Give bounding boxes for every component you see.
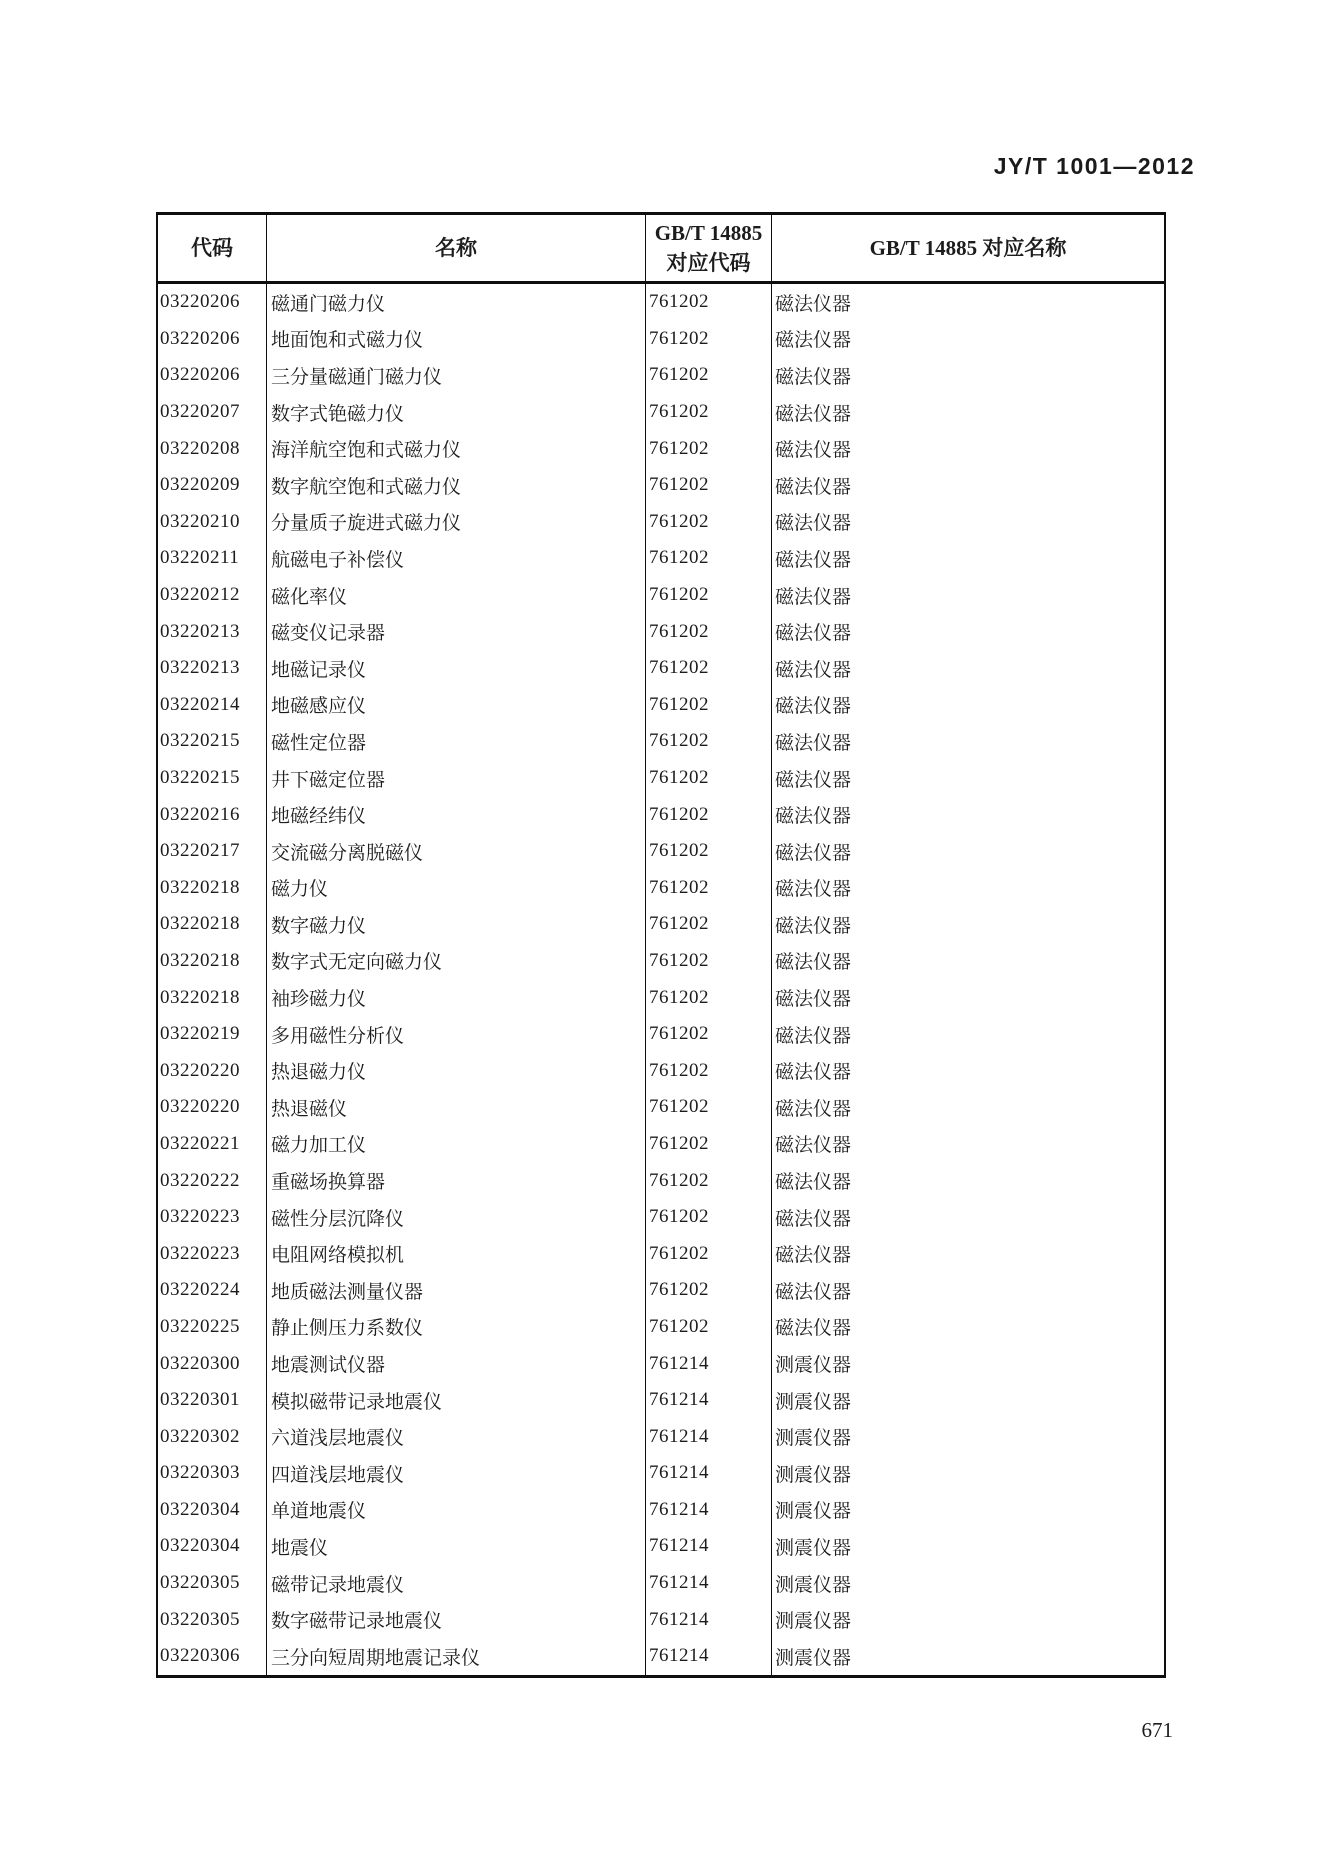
cell-name: 磁变仪记录器 <box>267 613 646 650</box>
table-row <box>158 650 1164 687</box>
table-row <box>158 943 1164 980</box>
cell-gbt-name: 测震仪器 <box>775 1464 852 1486</box>
cell-code: 03220209 <box>158 467 267 504</box>
table-row <box>158 833 1164 870</box>
cell-name: 磁通门磁力仪 <box>267 284 646 321</box>
cell-gbt-code: 761202 <box>646 1126 772 1163</box>
cell-gbt-name: 测震仪器 <box>775 1647 852 1669</box>
table-row <box>158 979 1164 1016</box>
cell-name: 静止侧压力系数仪 <box>267 1309 646 1346</box>
cell-gbt-name: 测震仪器 <box>775 1391 852 1413</box>
cell-gbt-code: 761214 <box>646 1418 772 1455</box>
cell-gbt-name: 磁法仪器 <box>775 403 852 425</box>
table-row <box>158 906 1164 943</box>
cell-gbt-code: 761214 <box>646 1345 772 1382</box>
table-row <box>158 357 1164 394</box>
cell-name: 分量质子旋进式磁力仪 <box>267 504 646 541</box>
table-row <box>158 1199 1164 1236</box>
cell-gbt-code: 761202 <box>646 906 772 943</box>
cell-name: 磁力仪 <box>267 870 646 907</box>
cell-gbt-code: 761202 <box>646 1309 772 1346</box>
cell-name: 数字磁带记录地震仪 <box>267 1601 646 1638</box>
cell-code: 03220225 <box>158 1309 267 1346</box>
cell-gbt-name: 磁法仪器 <box>775 952 852 974</box>
cell-gbt-code: 761202 <box>646 833 772 870</box>
cell-gbt-name: 磁法仪器 <box>775 659 852 681</box>
cell-gbt-code: 761214 <box>646 1601 772 1638</box>
table-row <box>158 687 1164 724</box>
cell-gbt-name: 磁法仪器 <box>775 623 852 645</box>
cell-gbt-code: 761202 <box>646 760 772 797</box>
cell-name: 三分向短周期地震记录仪 <box>267 1638 646 1675</box>
cell-code: 03220218 <box>158 906 267 943</box>
cell-code: 03220207 <box>158 394 267 431</box>
cell-code: 03220218 <box>158 979 267 1016</box>
table-row <box>158 1601 1164 1638</box>
cell-code: 03220206 <box>158 321 267 358</box>
table-row <box>158 870 1164 907</box>
cell-code: 03220304 <box>158 1492 267 1529</box>
cell-name: 地质磁法测量仪器 <box>267 1272 646 1309</box>
table-row <box>158 540 1164 577</box>
cell-name: 磁性分层沉降仪 <box>267 1199 646 1236</box>
cell-name: 海洋航空饱和式磁力仪 <box>267 430 646 467</box>
cell-code: 03220224 <box>158 1272 267 1309</box>
cell-code: 03220212 <box>158 577 267 614</box>
cell-gbt-code: 761202 <box>646 613 772 650</box>
cell-gbt-code: 761202 <box>646 943 772 980</box>
cell-name: 电阻网络模拟机 <box>267 1235 646 1272</box>
cell-name: 多用磁性分析仪 <box>267 1016 646 1053</box>
table-row <box>158 1528 1164 1565</box>
cell-code: 03220222 <box>158 1162 267 1199</box>
cell-gbt-code: 761202 <box>646 467 772 504</box>
cell-code: 03220301 <box>158 1382 267 1419</box>
cell-gbt-name: 磁法仪器 <box>775 1172 852 1194</box>
cell-gbt-name: 磁法仪器 <box>775 1208 852 1230</box>
cell-code: 03220214 <box>158 687 267 724</box>
cell-gbt-name: 测震仪器 <box>775 1428 852 1450</box>
cell-gbt-name: 测震仪器 <box>775 1355 852 1377</box>
table-row <box>158 430 1164 467</box>
table-row <box>158 577 1164 614</box>
table-row <box>158 1052 1164 1089</box>
cell-name: 地面饱和式磁力仪 <box>267 321 646 358</box>
cell-name: 袖珍磁力仪 <box>267 979 646 1016</box>
cell-code: 03220206 <box>158 357 267 394</box>
table-row <box>158 1235 1164 1272</box>
cell-gbt-code: 761202 <box>646 1162 772 1199</box>
cell-code: 03220303 <box>158 1455 267 1492</box>
cell-gbt-name: 测震仪器 <box>775 1574 852 1596</box>
cell-gbt-code: 761202 <box>646 577 772 614</box>
cell-gbt-name: 磁法仪器 <box>775 1062 852 1084</box>
cell-name: 地磁记录仪 <box>267 650 646 687</box>
table-row <box>158 1309 1164 1346</box>
table-row <box>158 1455 1164 1492</box>
cell-gbt-code: 761202 <box>646 540 772 577</box>
table-row <box>158 723 1164 760</box>
table-row <box>158 467 1164 504</box>
cell-gbt-name: 磁法仪器 <box>775 1098 852 1120</box>
cell-gbt-name: 磁法仪器 <box>775 330 852 352</box>
table-row <box>158 1016 1164 1053</box>
classification-table <box>156 212 1166 1678</box>
cell-name: 数字式无定向磁力仪 <box>267 943 646 980</box>
cell-gbt-code: 761202 <box>646 687 772 724</box>
cell-code: 03220218 <box>158 943 267 980</box>
table-row <box>158 1418 1164 1455</box>
cell-gbt-name: 磁法仪器 <box>775 1025 852 1047</box>
cell-gbt-code: 761214 <box>646 1455 772 1492</box>
cell-code: 03220304 <box>158 1528 267 1565</box>
cell-gbt-name: 磁法仪器 <box>775 440 852 462</box>
cell-name: 热退磁力仪 <box>267 1052 646 1089</box>
table-header-row <box>158 215 1164 284</box>
cell-name: 交流磁分离脱磁仪 <box>267 833 646 870</box>
cell-name: 模拟磁带记录地震仪 <box>267 1382 646 1419</box>
cell-gbt-name: 磁法仪器 <box>775 732 852 754</box>
table-row <box>158 1272 1164 1309</box>
cell-code: 03220215 <box>158 723 267 760</box>
cell-code: 03220305 <box>158 1565 267 1602</box>
cell-gbt-code: 761214 <box>646 1638 772 1675</box>
table-body <box>158 284 1164 1675</box>
cell-name: 热退磁仪 <box>267 1089 646 1126</box>
header-gbt-code-line2: 对应代码 <box>666 251 751 275</box>
table-row <box>158 1089 1164 1126</box>
cell-code: 03220302 <box>158 1418 267 1455</box>
cell-code: 03220220 <box>158 1052 267 1089</box>
cell-code: 03220221 <box>158 1126 267 1163</box>
cell-name: 数字式铯磁力仪 <box>267 394 646 431</box>
cell-gbt-name: 磁法仪器 <box>775 586 852 608</box>
table-row <box>158 321 1164 358</box>
cell-gbt-code: 761214 <box>646 1528 772 1565</box>
cell-gbt-code: 761202 <box>646 870 772 907</box>
table-row <box>158 1126 1164 1163</box>
cell-gbt-code: 761202 <box>646 394 772 431</box>
cell-code: 03220305 <box>158 1601 267 1638</box>
table-row <box>158 1382 1164 1419</box>
header-gbt-name: GB/T 14885 对应名称 <box>869 235 1067 260</box>
table-row <box>158 1162 1164 1199</box>
cell-gbt-name: 磁法仪器 <box>775 842 852 864</box>
header-name: 名称 <box>267 215 646 281</box>
cell-name: 地磁经纬仪 <box>267 796 646 833</box>
cell-gbt-code: 761202 <box>646 650 772 687</box>
cell-gbt-code: 761202 <box>646 284 772 321</box>
table-row <box>158 1638 1164 1675</box>
table-row <box>158 1565 1164 1602</box>
cell-code: 03220213 <box>158 613 267 650</box>
table-row <box>158 760 1164 797</box>
cell-code: 03220218 <box>158 870 267 907</box>
cell-gbt-name: 测震仪器 <box>775 1501 852 1523</box>
cell-gbt-code: 761214 <box>646 1382 772 1419</box>
cell-gbt-code: 761202 <box>646 321 772 358</box>
cell-gbt-name: 测震仪器 <box>775 1611 852 1633</box>
cell-gbt-code: 761202 <box>646 979 772 1016</box>
cell-name: 磁性定位器 <box>267 723 646 760</box>
cell-code: 03220223 <box>158 1199 267 1236</box>
cell-name: 航磁电子补偿仪 <box>267 540 646 577</box>
cell-code: 03220215 <box>158 760 267 797</box>
cell-gbt-code: 761202 <box>646 1235 772 1272</box>
cell-name: 磁化率仪 <box>267 577 646 614</box>
cell-gbt-code: 761202 <box>646 504 772 541</box>
cell-gbt-name: 磁法仪器 <box>775 549 852 571</box>
cell-gbt-name: 磁法仪器 <box>775 989 852 1011</box>
cell-code: 03220213 <box>158 650 267 687</box>
cell-gbt-code: 761202 <box>646 430 772 467</box>
doc-number: JY/T 1001—2012 <box>993 153 1195 179</box>
cell-gbt-name: 测震仪器 <box>775 1537 852 1559</box>
cell-name: 井下磁定位器 <box>267 760 646 797</box>
cell-code: 03220206 <box>158 284 267 321</box>
cell-code: 03220223 <box>158 1235 267 1272</box>
cell-code: 03220219 <box>158 1016 267 1053</box>
cell-name: 单道地震仪 <box>267 1492 646 1529</box>
cell-gbt-name: 磁法仪器 <box>775 1245 852 1267</box>
cell-gbt-code: 761214 <box>646 1492 772 1529</box>
cell-name: 三分量磁通门磁力仪 <box>267 357 646 394</box>
table-row <box>158 284 1164 321</box>
cell-gbt-name: 磁法仪器 <box>775 1318 852 1340</box>
table-row <box>158 1345 1164 1382</box>
cell-name: 重磁场换算器 <box>267 1162 646 1199</box>
header-gbt-code-line1: GB/T 14885 <box>654 220 763 245</box>
cell-name: 六道浅层地震仪 <box>267 1418 646 1455</box>
cell-gbt-name: 磁法仪器 <box>775 1135 852 1157</box>
cell-code: 03220211 <box>158 540 267 577</box>
cell-name: 数字航空饱和式磁力仪 <box>267 467 646 504</box>
cell-gbt-name: 磁法仪器 <box>775 879 852 901</box>
cell-gbt-code: 761202 <box>646 796 772 833</box>
table-row <box>158 796 1164 833</box>
cell-code: 03220210 <box>158 504 267 541</box>
cell-gbt-code: 761202 <box>646 1089 772 1126</box>
cell-name: 数字磁力仪 <box>267 906 646 943</box>
table-row <box>158 613 1164 650</box>
header-code: 代码 <box>158 215 267 281</box>
cell-code: 03220306 <box>158 1638 267 1675</box>
header-gbt-code <box>646 215 772 281</box>
table-row <box>158 1492 1164 1529</box>
table-row <box>158 394 1164 431</box>
cell-code: 03220216 <box>158 796 267 833</box>
cell-code: 03220220 <box>158 1089 267 1126</box>
cell-gbt-name: 磁法仪器 <box>775 513 852 535</box>
cell-gbt-code: 761202 <box>646 723 772 760</box>
cell-gbt-code: 761202 <box>646 1272 772 1309</box>
cell-name: 地磁感应仪 <box>267 687 646 724</box>
cell-code: 03220208 <box>158 430 267 467</box>
cell-gbt-name: 磁法仪器 <box>775 696 852 718</box>
cell-name: 四道浅层地震仪 <box>267 1455 646 1492</box>
cell-name: 磁带记录地震仪 <box>267 1565 646 1602</box>
cell-name: 地震测试仪器 <box>267 1345 646 1382</box>
cell-gbt-name: 磁法仪器 <box>775 476 852 498</box>
cell-gbt-name: 磁法仪器 <box>775 806 852 828</box>
cell-name: 地震仪 <box>267 1528 646 1565</box>
cell-gbt-name: 磁法仪器 <box>775 915 852 937</box>
cell-gbt-name: 磁法仪器 <box>775 769 852 791</box>
cell-gbt-name: 磁法仪器 <box>775 1281 852 1303</box>
cell-gbt-name: 磁法仪器 <box>775 293 852 315</box>
cell-gbt-code: 761202 <box>646 1199 772 1236</box>
cell-code: 03220217 <box>158 833 267 870</box>
page-number: 671 <box>1141 1718 1173 1742</box>
cell-code: 03220300 <box>158 1345 267 1382</box>
cell-gbt-code: 761202 <box>646 1052 772 1089</box>
cell-gbt-code: 761202 <box>646 357 772 394</box>
cell-gbt-code: 761202 <box>646 1016 772 1053</box>
cell-gbt-name: 磁法仪器 <box>775 366 852 388</box>
table-row <box>158 504 1164 541</box>
cell-name: 磁力加工仪 <box>267 1126 646 1163</box>
cell-gbt-code: 761214 <box>646 1565 772 1602</box>
